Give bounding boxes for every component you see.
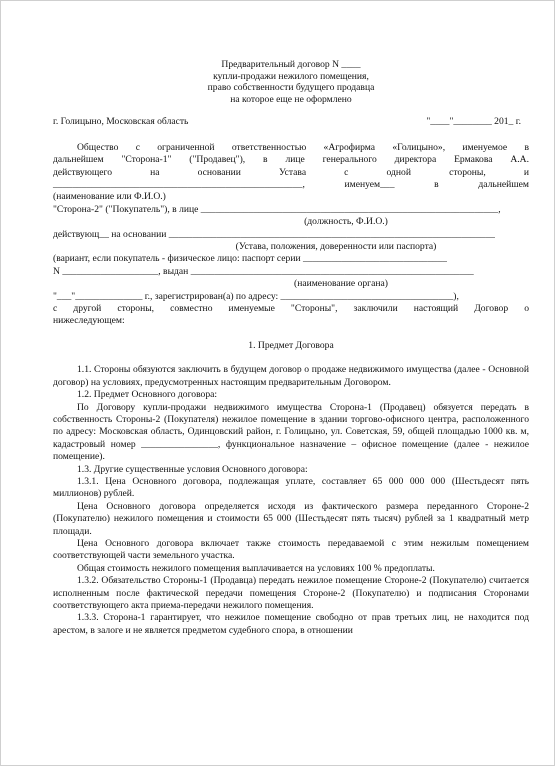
preamble-caption-name: (наименование или Ф.И.О.) bbox=[53, 191, 166, 203]
spacer bbox=[53, 105, 529, 116]
caption-position: (должность, Ф.И.О.) bbox=[304, 216, 388, 228]
document-body bbox=[53, 59, 529, 637]
date-text: "____"________ 201_ г. bbox=[426, 116, 521, 128]
clause-1-1: 1.1. Стороны обязуются заключить в будущем договор о продаже недвижимого имущества (далее - Основной договор) на условиях, предусмотренных настоящим предварительным Договором. bbox=[53, 364, 529, 388]
place-text: г. Голицыно, Московская область bbox=[53, 116, 189, 128]
preamble-line-parties: с другой стороны, совместно именуемые "Стороны", заключили настоящий Договор о bbox=[53, 303, 529, 315]
preamble-line-1: Общество с ограниченной ответственностью «Агрофирма «Голицыно», именуемое в bbox=[77, 141, 529, 153]
preamble-line-end: нижеследующем: bbox=[53, 315, 125, 327]
preamble-line-address: "___"______________ г., зарегистрирован(а) по адресу: ____________________________________), bbox=[53, 290, 459, 302]
doc-title-line-1: Предварительный договор N ____ bbox=[221, 59, 361, 70]
preamble-line-basis: действующ__ на основании ____________________________________________________________________ bbox=[53, 228, 495, 240]
clause-1-3-2: 1.3.2. Обязательство Стороны-1 (Продавца) передать нежилое помещение Стороне-2 (Покупателю) считается исполненным после фактической передачи помещения Стороне-2 (Покупателю) и подписания Сторонами соответствующего акта приема-передачи нежилого помещения. bbox=[53, 575, 529, 611]
place-date-row bbox=[53, 116, 529, 128]
preamble-line-party2: "Сторона-2" ("Покупатель"), в лице ______________________________________________________________, bbox=[53, 203, 501, 215]
doc-title-line-4: на которое еще не оформлено bbox=[230, 93, 352, 105]
clause-1-3-3: 1.3.3. Сторона-1 гарантирует, что нежилое помещение свободно от прав третьих лиц, не находится под арестом, в залоге и не является предметом судебного спора, в отношении bbox=[53, 612, 529, 636]
spacer bbox=[53, 352, 529, 364]
doc-title-line-2: купли-продажи нежилого помещения, bbox=[213, 70, 369, 82]
clause-1-3-1-price-basis: Цена Основного договора определяется исходя из фактического размера переданного Стороне-2 (Покупателю) нежилого помещения и стоимости 65 000 (Шестьдесят пять тысяч) рублей за 1 квадратный метр площади. bbox=[53, 500, 529, 537]
clause-1-3-1-prepay: Общая стоимость нежилого помещения выплачивается на условиях 100 % предоплаты. bbox=[77, 562, 435, 574]
preamble-line-issued: N ____________________, выдан ___________________________________________________________ bbox=[53, 265, 474, 277]
preamble-line-3: действующего на основании Устава с одной стороны, и bbox=[53, 166, 529, 178]
preamble-line-4: ____________________________________________________, именуем___ в дальнейшем bbox=[53, 179, 529, 190]
caption-authority: (наименование органа) bbox=[294, 278, 388, 290]
section-1-heading: 1. Предмет Договора bbox=[248, 339, 334, 351]
clause-1-3-1-land: Цена Основного договора включает также стоимость передаваемой с этим нежилым помещением соответствующей части земельного участка. bbox=[53, 537, 529, 562]
doc-title-line-3: право собственности будущего продавца bbox=[207, 82, 375, 94]
preamble-line-passport: (вариант, если покупатель - физическое лицо: паспорт серии ______________________________ bbox=[53, 253, 447, 265]
caption-basis: (Устава, положения, доверенности или паспорта) bbox=[235, 241, 437, 253]
clause-1-3: 1.3. Другие существенные условия Основного договора: bbox=[77, 463, 308, 475]
clause-1-3-1: 1.3.1. Цена Основного договора, подлежащая уплате, составляет 65 000 000 000 (Шестьдесят пять миллионов) рублей. bbox=[53, 475, 529, 500]
spacer bbox=[53, 328, 529, 340]
clause-1-2: 1.2. Предмет Основного договора: bbox=[77, 389, 218, 401]
clause-1-2-text: По Договору купли-продажи недвижимого имущества Сторона-1 (Продавец) обязуется передать в собственность Стороны-2 (Покупателя) нежилое помещение в здании торгово-офисного центра, расположенного по адресу: Московская область, Одинцовский район, г. Голицыно, ул. Советская, 59, общей площадью 1000 кв. м, кадастровый номер ________________, функциональное назначение – офисное помещение (далее - нежилое помещение). bbox=[53, 401, 529, 463]
preamble-line-2: дальнейшем "Сторона-1" ("Продавец"), в лице генерального директора Ермакова А.А. bbox=[53, 154, 529, 166]
spacer bbox=[53, 129, 529, 142]
